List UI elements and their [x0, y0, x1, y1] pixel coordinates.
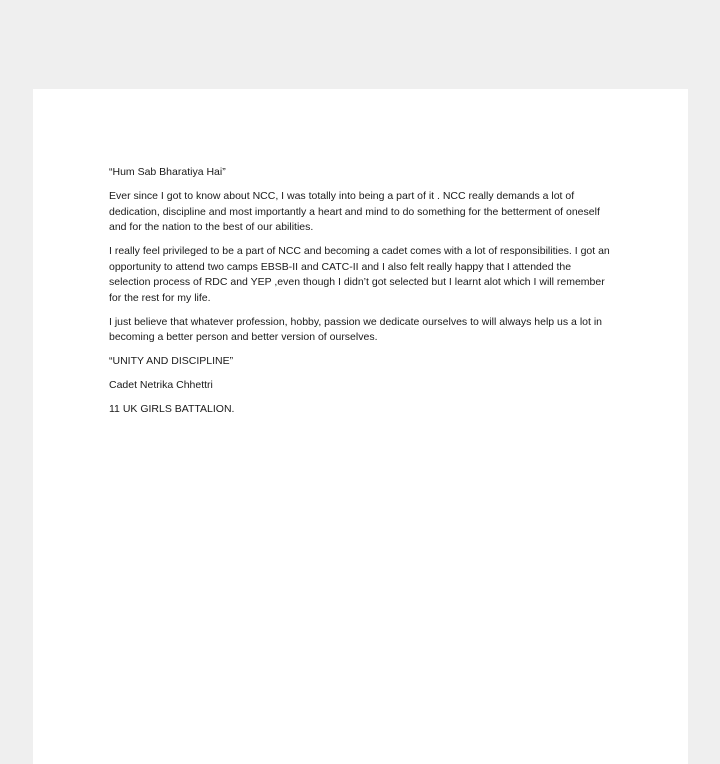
document-page	[33, 89, 688, 764]
paragraph-1: Ever since I got to know about NCC, I was totally into being a part of it . NCC really demands a lot of dedication, discipline and most importantly a heart and mind to do something for the betterment of oneself and for the nation to the best of our abilities.	[109, 190, 600, 233]
document-title: “Hum Sab Bharatiya Hai”	[109, 166, 226, 178]
signature-unit: 11 UK GIRLS BATTALION.	[109, 403, 235, 415]
paragraph-2: I really feel privileged to be a part of NCC and becoming a cadet comes with a lot of responsibilities. I got an opportunity to attend two camps EBSB-II and CATC-II and I also felt really happy that I attended the selection process of RDC and YEP ,even though I didn’t got selected but I learnt alot which I will remember for the rest for my life.	[109, 245, 610, 304]
paragraph-3: I just believe that whatever profession, hobby, passion we dedicate ourselves to will always help us a lot in becoming a better person and better version of ourselves.	[109, 315, 602, 343]
document-body	[109, 165, 614, 426]
signature-name: Cadet Netrika Chhettri	[109, 379, 213, 391]
motto: “UNITY AND DISCIPLINE”	[109, 355, 234, 367]
